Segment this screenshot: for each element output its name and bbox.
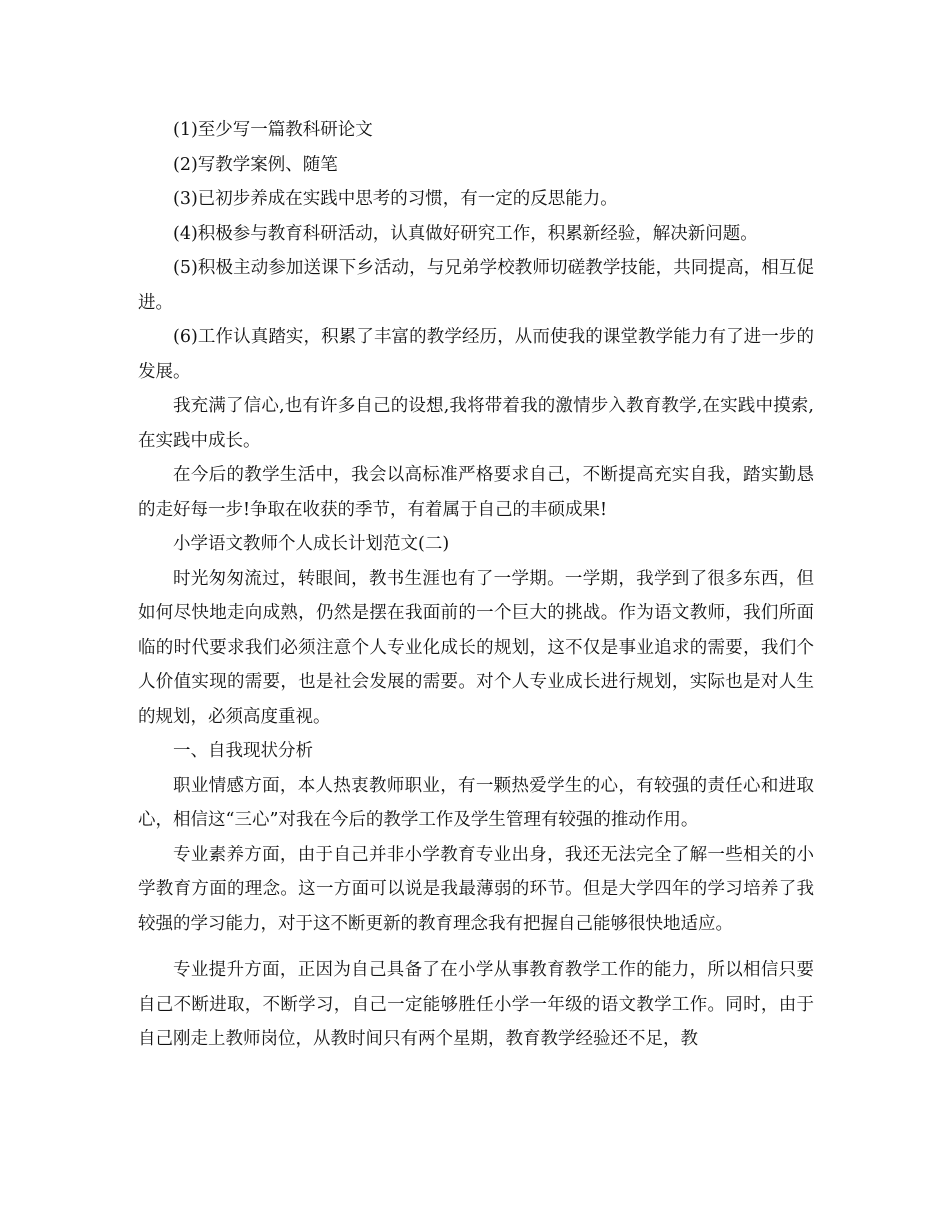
paragraph-item-3: (3)已初步养成在实践中思考的习惯，有一定的反思能力。 xyxy=(173,189,618,209)
paragraph-item-7: 我充满了信心,也有许多自己的设想,我将带着我的激情步入教育教学,在实践中摸索,在实践中成长。 xyxy=(138,396,814,451)
paragraph-item-14: 专业提升方面，正因为自己具备了在小学从事教育教学工作的能力，所以相信只要自己不断进取，不断学习，自己一定能够胜任小学一年级的语文教学工作。同时，由于自己刚走上教师岗位，从教时间只有两个星期，教育教学经验还不足，教 xyxy=(138,960,814,1049)
paragraph-item-6: (6)工作认真踏实，积累了丰富的教学经历，从而使我的课堂教学能力有了进一步的发展。 xyxy=(138,327,814,382)
paragraph-item-5: (5)积极主动参加送课下乡活动，与兄弟学校教师切磋教学技能，共同提高，相互促进。 xyxy=(138,258,814,313)
section-heading-self-analysis: 一、自我现状分析 xyxy=(173,741,313,761)
paragraph-item-12: 职业情感方面，本人热衷教师职业，有一颗热爱学生的心，有较强的责任心和进取心，相信这“三心”对我在今后的教学工作及学生管理有较强的推动作用。 xyxy=(138,775,814,830)
paragraph-item-10: 时光匆匆流过，转眼间，教书生涯也有了一学期。一学期，我学到了很多东西，但如何尽快地走向成熟，仍然是摆在我面前的一个巨大的挑战。作为语文教师，我们所面临的时代要求我们必须注意个人专业化成长的规划，这不仅是事业追求的需要，我们个人价值实现的需要，也是社会发展的需要。对个人专业成长进行规划，实际也是对人生的规划，必须高度重视。 xyxy=(138,568,814,727)
paragraph-item-13: 专业素养方面，由于自己并非小学教育专业出身，我还无法完全了解一些相关的小学教育方面的理念。这一方面可以说是我最薄弱的环节。但是大学四年的学习培养了我较强的学习能力，对于这不断更新的教育理念我有把握自己能够很快地适应。 xyxy=(138,844,814,934)
paragraph-item-2: (2)写教学案例、随笔 xyxy=(173,154,338,175)
paragraph-item-4: (4)积极参与教育科研活动，认真做好研究工作，积累新经验，解决新问题。 xyxy=(173,223,758,244)
paragraph-item-1: (1)至少写一篇教科研论文 xyxy=(173,120,373,140)
section-title-fanwen-2: 小学语文教师个人成长计划范文(二) xyxy=(173,534,450,554)
document-body xyxy=(138,113,814,1057)
paragraph-item-8: 在今后的教学生活中，我会以高标准严格要求自己，不断提高充实自我，踏实勤恳的走好每一步!争取在收获的季节，有着属于自己的丰硕成果! xyxy=(138,465,814,520)
